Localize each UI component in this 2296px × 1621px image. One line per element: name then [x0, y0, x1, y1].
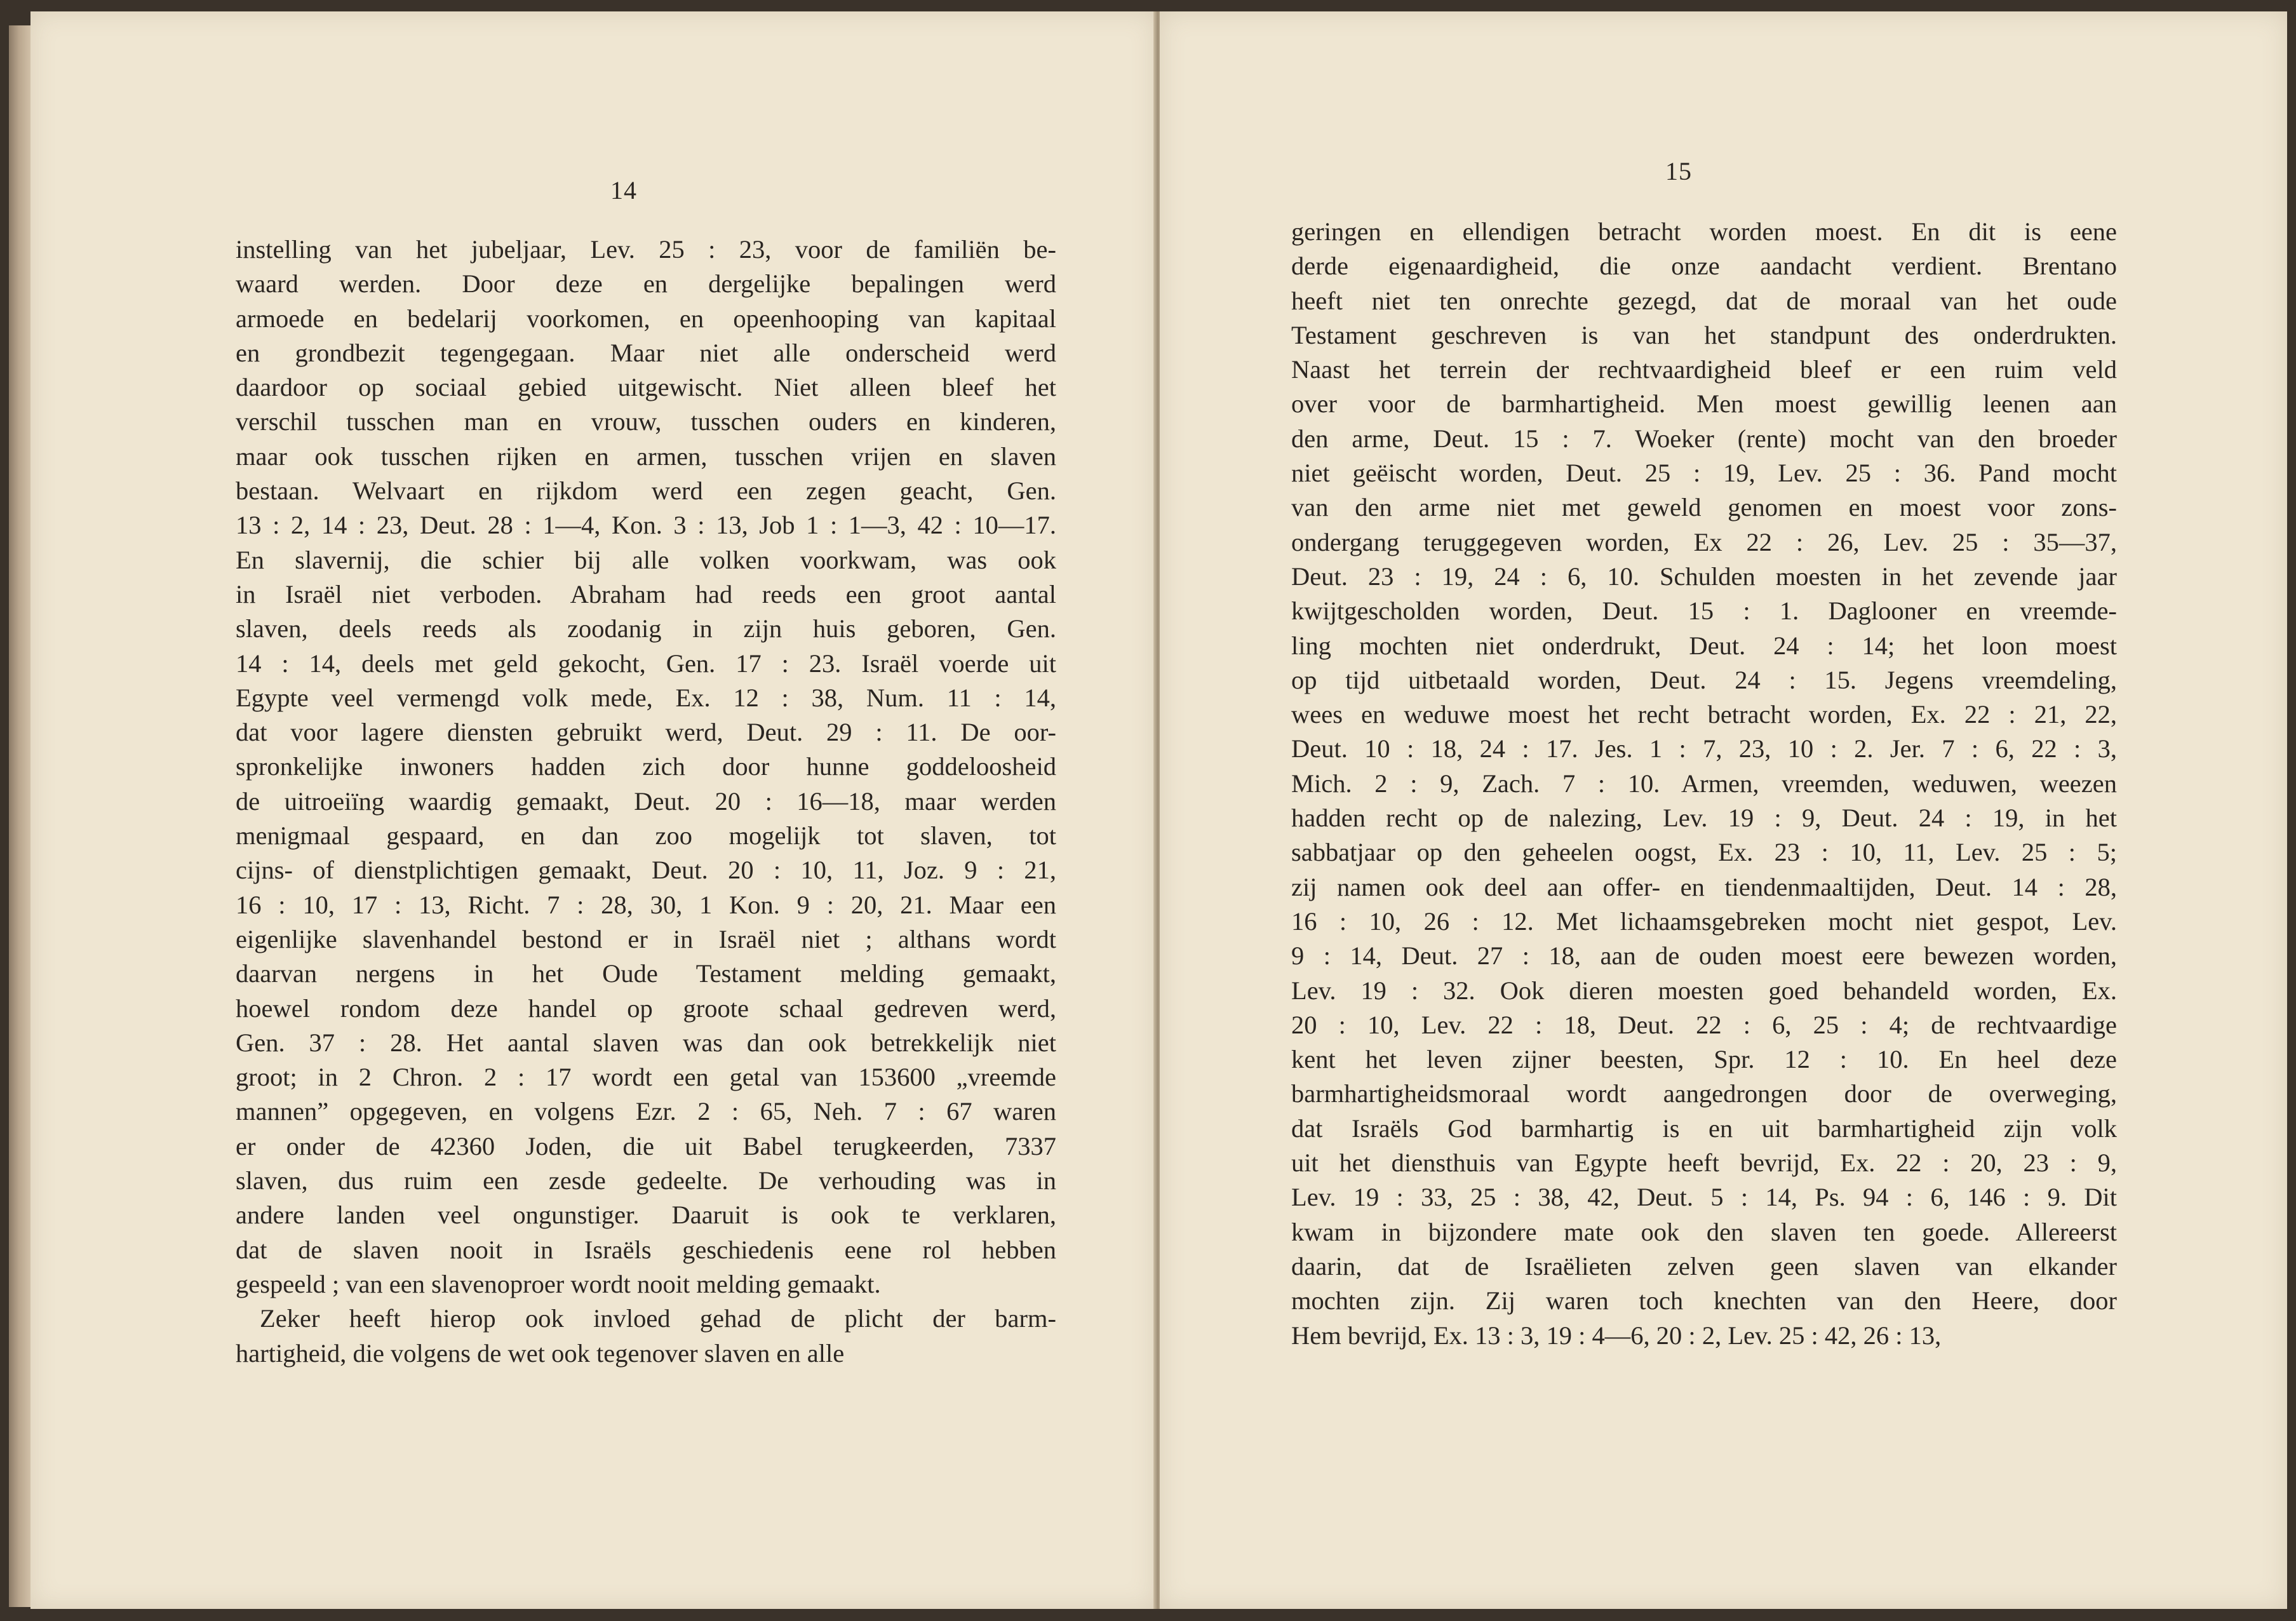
text-line: hadden recht op de nalezing, Lev. 19 : 9, Deut. 24 : 19, in het [1291, 804, 2117, 833]
text-line: barmhartigheidsmoraal wordt aangedrongen door de overweging, [1291, 1079, 2117, 1108]
text-line: menigmaal gespaard, en dan zoo mogelijk tot slaven, tot [236, 821, 1056, 851]
text-line: mannen” opgegeven, en volgens Ezr. 2 : 65, Neh. 7 : 67 waren [236, 1097, 1056, 1126]
text-line: daardoor op sociaal gebied uitgewischt. Niet alleen bleef het [236, 373, 1056, 402]
text-line: cijns- of dienstplichtigen gemaakt, Deut. 20 : 10, 11, Joz. 9 : 21, [236, 856, 1056, 885]
text-line: Lev. 19 : 32. Ook dieren moesten goed behandeld worden, Ex. [1291, 976, 2117, 1005]
right-page-text [1291, 215, 2117, 1353]
text-line: ling mochten niet onderdrukt, Deut. 24 : 14; het loon moest [1291, 631, 2117, 660]
text-line: hoewel rondom deze handel op groote schaal gedreven werd, [236, 993, 1056, 1023]
text-line: gespeeld ; van een slavenoproer wordt nooit melding gemaakt. [236, 1269, 881, 1298]
text-line: slaven, deels reeds als zoodanig in zijn huis geboren, Gen. [236, 614, 1056, 643]
text-line: Mich. 2 : 9, Zach. 7 : 10. Armen, vreemden, weduwen, weezen [1291, 769, 2117, 798]
text-line: 16 : 10, 17 : 13, Richt. 7 : 28, 30, 1 Kon. 9 : 20, 21. Maar een [236, 890, 1056, 919]
left-page-text [236, 232, 1056, 1371]
text-line: verschil tusschen man en vrouw, tusschen ouders en kinderen, [236, 407, 1056, 436]
right-page [1160, 11, 2287, 1609]
text-line: daarvan nergens in het Oude Testament melding gemaakt, [236, 959, 1056, 988]
text-line: in Israël niet verboden. Abraham had reeds een groot aantal [236, 579, 1056, 609]
text-line: andere landen veel ongunstiger. Daaruit is ook te verklaren, [236, 1201, 1056, 1230]
text-line: En slavernij, die schier bij alle volken voorkwam, was ook [236, 545, 1056, 574]
text-line: kwijtgescholden worden, Deut. 15 : 1. Daglooner en vreemde- [1291, 596, 2117, 626]
text-line: sabbatjaar op den geheelen oogst, Ex. 23 : 10, 11, Lev. 25 : 5; [1291, 838, 2117, 867]
text-line: 9 : 14, Deut. 27 : 18, aan de ouden moest eere bewezen worden, [1291, 941, 2117, 971]
text-line: dat de slaven nooit in Israëls geschiedenis eene rol hebben [236, 1235, 1056, 1264]
right-page-number: 15 [1665, 157, 1692, 185]
text-line: groot; in 2 Chron. 2 : 17 wordt een getal van 153600 „vreemde [236, 1063, 1056, 1092]
text-line: eigenlijke slavenhandel bestond er in Israël niet ; althans wordt [236, 924, 1056, 953]
text-line: bestaan. Welvaart en rijkdom werd een zegen geacht, Gen. [236, 476, 1056, 506]
text-line: armoede en bedelarij voorkomen, en opeenhooping van kapitaal [236, 304, 1056, 333]
text-line: 13 : 2, 14 : 23, Deut. 28 : 1—4, Kon. 3 : 13, Job 1 : 1—3, 42 : 10—17. [236, 511, 1056, 540]
text-line: waard werden. Door deze en dergelijke bepalingen werd [236, 269, 1056, 299]
text-line: derde eigenaardigheid, die onze aandacht verdient. Brentano [1291, 252, 2117, 281]
text-line: van den arme niet met geweld genomen en moest voor zons- [1291, 493, 2117, 522]
text-line: 16 : 10, 26 : 12. Met lichaamsgebreken mocht niet gespot, Lev. [1291, 906, 2117, 936]
text-line: ondergang teruggegeven worden, Ex 22 : 26, Lev. 25 : 35—37, [1291, 527, 2117, 556]
text-line: Naast het terrein der rechtvaardigheid bleef er een ruim veld [1291, 355, 2117, 384]
text-line: er onder de 42360 Joden, die uit Babel terugkeerden, 7337 [236, 1131, 1056, 1160]
text-line: Deut. 23 : 19, 24 : 6, 10. Schulden moesten in het zevende jaar [1291, 562, 2117, 591]
text-line: Testament geschreven is van het standpunt des onderdrukten. [1291, 320, 2117, 349]
text-line: Deut. 10 : 18, 24 : 17. Jes. 1 : 7, 23, 10 : 2. Jer. 7 : 6, 22 : 3, [1291, 734, 2117, 763]
text-line: Egypte veel vermengd volk mede, Ex. 12 : 38, Num. 11 : 14, [236, 683, 1056, 712]
text-line: zij namen ook deel aan offer- en tiendenmaaltijden, Deut. 14 : 28, [1291, 872, 2117, 901]
text-line: daarin, dat de Israëlieten zelven geen slaven van elkander [1291, 1251, 2117, 1281]
text-line: instelling van het jubeljaar, Lev. 25 : 23, voor de familiën be- [236, 235, 1056, 264]
text-line: mochten zijn. Zij waren toch knechten van den Heere, door [1291, 1286, 2117, 1315]
text-line: Lev. 19 : 33, 25 : 38, 42, Deut. 5 : 14, Ps. 94 : 6, 146 : 9. Dit [1291, 1183, 2117, 1212]
text-line: en grondbezit tegengegaan. Maar niet alle onderscheid werd [236, 338, 1056, 367]
text-line: 14 : 14, deels met geld gekocht, Gen. 17 : 23. Israël voerde uit [236, 649, 1056, 678]
text-line: den arme, Deut. 15 : 7. Woeker (rente) mocht van den broeder [1291, 424, 2117, 453]
text-line: geringen en ellendigen betracht worden moest. En dit is eene [1291, 217, 2117, 246]
text-line: hartigheid, die volgens de wet ook tegenover slaven en alle [236, 1338, 845, 1368]
text-line: 20 : 10, Lev. 22 : 18, Deut. 22 : 6, 25 : 4; de rechtvaardige [1291, 1010, 2117, 1039]
text-line: wees en weduwe moest het recht betracht worden, Ex. 22 : 21, 22, [1291, 700, 2117, 729]
text-line: dat Israëls God barmhartig is en uit barmhartigheid zijn volk [1291, 1113, 2117, 1143]
text-line: maar ook tusschen rijken en armen, tusschen vrijen en slaven [236, 441, 1056, 471]
text-line: niet geëischt worden, Deut. 25 : 19, Lev. 25 : 36. Pand mocht [1291, 459, 2117, 488]
left-page [30, 11, 1158, 1609]
text-line: slaven, dus ruim een zesde gedeelte. De verhouding was in [236, 1166, 1056, 1195]
text-line: dat voor lagere diensten gebruikt werd, Deut. 29 : 11. De oor- [236, 718, 1056, 747]
text-line: uit het diensthuis van Egypte heeft bevrijd, Ex. 22 : 20, 23 : 9, [1291, 1148, 2117, 1178]
text-line: spronkelijke inwoners hadden zich door hunne goddeloosheid [236, 752, 1056, 781]
text-line: Gen. 37 : 28. Het aantal slaven was dan ook betrekkelijk niet [236, 1028, 1056, 1057]
left-page-number: 14 [610, 176, 637, 205]
text-line: kwam in bijzondere mate ook den slaven ten goede. Allereerst [1291, 1217, 2117, 1246]
text-line: Zeker heeft hierop ook invloed gehad de plicht der barm- [260, 1304, 1056, 1333]
text-line: heeft niet ten onrechte gezegd, dat de moraal van het oude [1291, 286, 2117, 315]
text-line: kent het leven zijner beesten, Spr. 12 : 10. En heel deze [1291, 1045, 2117, 1074]
text-line: Hem bevrijd, Ex. 13 : 3, 19 : 4—6, 20 : 2, Lev. 25 : 42, 26 : 13, [1291, 1321, 1942, 1350]
text-line: de uitroeiïng waardig gemaakt, Deut. 20 : 16—18, maar werden [236, 786, 1056, 816]
text-line: over voor de barmhartigheid. Men moest gewillig leenen aan [1291, 389, 2117, 419]
text-line: op tijd uitbetaald worden, Deut. 24 : 15. Jegens vreemdeling, [1291, 665, 2117, 694]
